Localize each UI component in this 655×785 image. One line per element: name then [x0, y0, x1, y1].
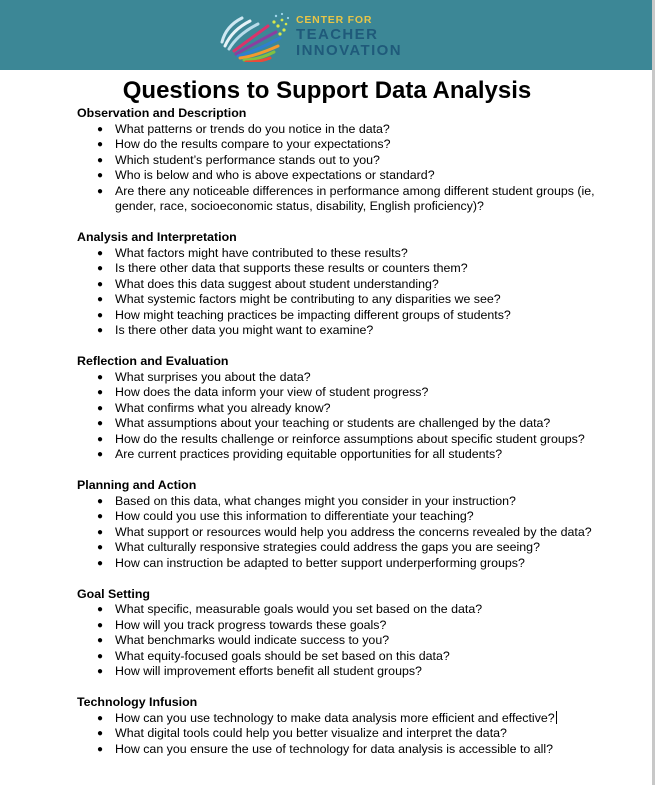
section-heading: Analysis and Interpretation	[77, 230, 237, 244]
question-text[interactable]: What culturally responsive strategies could address the gaps you are seeing?	[115, 540, 540, 554]
question-text[interactable]: How could you use this information to differentiate your teaching?	[115, 509, 474, 523]
bullet-icon: ●	[97, 309, 104, 321]
question-text[interactable]: How can instruction be adapted to better support underperforming groups?	[115, 555, 525, 570]
logo-text-teacher: TEACHER	[296, 25, 379, 43]
list-item	[77, 432, 637, 448]
bullet-icon: ●	[97, 511, 104, 522]
bullet-icon: ●	[97, 619, 104, 631]
list-item	[77, 137, 637, 153]
list-item	[77, 184, 637, 215]
list-item	[77, 618, 637, 634]
question-text[interactable]: What assumptions about your teaching or students are challenged by the data?	[115, 416, 551, 430]
center-for-teacher-innovation-logo	[216, 12, 416, 64]
question-text[interactable]: How will you track progress towards these goals?	[115, 617, 387, 632]
bullet-icon: ●	[97, 526, 104, 538]
question-text[interactable]: What equity-focused goals should be set based on this data?	[115, 648, 450, 663]
list-item	[77, 122, 637, 138]
list-item	[77, 401, 637, 417]
list-item	[77, 556, 637, 572]
question-text[interactable]: How might teaching practices be impacting different groups of students?	[115, 307, 511, 322]
list-item	[77, 168, 637, 184]
section-heading: Goal Setting	[77, 586, 150, 601]
question-text[interactable]: Based on this data, what changes might you consider in your instruction?	[115, 493, 516, 508]
section-heading: Technology Infusion	[77, 695, 198, 709]
bullet-icon: ●	[97, 666, 104, 677]
list-item	[77, 726, 637, 742]
list-item	[77, 711, 637, 727]
list-item	[77, 370, 637, 386]
question-text[interactable]: Is there other data that supports these results or counters them?	[115, 261, 468, 275]
logo-text-innovation: INNOVATION	[296, 41, 402, 59]
bullet-icon: ●	[97, 650, 104, 662]
list-item	[77, 525, 637, 541]
sections-container	[77, 106, 637, 757]
bullet-icon: ●	[97, 123, 104, 135]
question-list	[77, 370, 637, 463]
section-spacer	[77, 339, 637, 355]
bullet-icon: ●	[97, 728, 104, 739]
list-item	[77, 447, 637, 463]
bullet-icon: ●	[97, 433, 104, 445]
list-item	[77, 292, 637, 308]
header-banner	[0, 0, 652, 70]
section	[77, 695, 637, 757]
question-text[interactable]: How can you use technology to make data analysis more efficient and effective?	[115, 710, 555, 725]
bullet-icon: ●	[97, 325, 104, 336]
list-item	[77, 308, 637, 324]
bullet-icon: ●	[97, 557, 104, 569]
section-heading: Reflection and Evaluation	[77, 354, 229, 368]
section	[77, 106, 637, 215]
bullet-icon: ●	[97, 402, 104, 414]
bullet-icon: ●	[97, 712, 104, 724]
question-text[interactable]: Is there other data you might want to examine?	[115, 323, 374, 337]
page-title: Questions to Support Data Analysis	[122, 77, 532, 104]
question-text[interactable]: How can you ensure the use of technology for data analysis is accessible to all?	[115, 741, 554, 756]
section-heading: Planning and Action	[77, 478, 197, 492]
list-item	[77, 246, 637, 262]
list-item	[77, 323, 637, 339]
section-spacer	[77, 463, 637, 479]
question-text[interactable]: What does this data suggest about student understanding?	[115, 276, 439, 291]
section	[77, 587, 637, 680]
question-text[interactable]: What patterns or trends do you notice in the data?	[115, 121, 390, 136]
list-item	[77, 385, 637, 401]
list-item	[77, 509, 637, 525]
bullet-icon: ●	[97, 278, 104, 290]
document-body	[77, 76, 637, 757]
section-spacer	[77, 571, 637, 587]
list-item	[77, 742, 637, 758]
question-text[interactable]: What confirms what you already know?	[115, 400, 331, 415]
bullet-icon: ●	[97, 139, 104, 150]
question-text[interactable]: Are current practices providing equitable opportunities for all students?	[115, 447, 503, 461]
list-item	[77, 633, 637, 649]
question-text[interactable]: What systemic factors might be contributing to any disparities we see?	[115, 292, 501, 306]
question-text[interactable]: Who is below and who is above expectations or standard?	[115, 168, 435, 182]
bullet-icon: ●	[97, 495, 104, 507]
question-list	[77, 122, 637, 215]
question-text[interactable]: How will improvement efforts benefit all student groups?	[115, 664, 422, 678]
bullet-icon: ●	[97, 185, 104, 197]
bullet-icon: ●	[97, 170, 104, 181]
list-item	[77, 540, 637, 556]
bullet-icon: ●	[97, 418, 104, 429]
question-list	[77, 602, 637, 680]
section-spacer	[77, 680, 637, 696]
list-item	[77, 664, 637, 680]
question-list	[77, 246, 637, 339]
logo-text-center-for: CENTER FOR	[296, 14, 373, 26]
question-text[interactable]: What support or resources would help you address the concerns revealed by the data?	[115, 524, 592, 539]
bullet-icon: ●	[97, 247, 104, 259]
bullet-icon: ●	[97, 371, 104, 383]
question-text[interactable]: What specific, measurable goals would you set based on the data?	[115, 602, 483, 616]
bullet-icon: ●	[97, 449, 104, 460]
section	[77, 354, 637, 463]
section	[77, 230, 637, 339]
question-text[interactable]: How do the results compare to your expectations?	[115, 137, 391, 151]
bullet-icon: ●	[97, 263, 104, 274]
list-item	[77, 153, 637, 169]
logo-swoosh-icon	[216, 12, 294, 62]
question-text[interactable]: How does the data inform your view of student progress?	[115, 385, 429, 399]
bullet-icon: ●	[97, 604, 104, 615]
list-item	[77, 494, 637, 510]
question-list	[77, 711, 637, 758]
bullet-icon: ●	[97, 387, 104, 398]
section-spacer	[77, 215, 637, 231]
list-item	[77, 649, 637, 665]
list-item	[77, 261, 637, 277]
bullet-icon: ●	[97, 635, 104, 646]
question-text[interactable]: What factors might have contributed to these results?	[115, 245, 408, 260]
bullet-icon: ●	[97, 743, 104, 755]
question-text[interactable]: How do the results challenge or reinforce assumptions about specific student groups?	[115, 431, 585, 446]
list-item	[77, 416, 637, 432]
bullet-icon: ●	[97, 154, 104, 166]
question-text[interactable]: Are there any noticeable differences in performance among different student groups (ie, gender, race, socioeconomic status, disability, English proficiency)?	[115, 183, 595, 213]
bullet-icon: ●	[97, 294, 104, 305]
list-item	[77, 277, 637, 293]
question-text[interactable]: What surprises you about the data?	[115, 369, 311, 384]
text-cursor	[556, 711, 557, 724]
section-heading: Observation and Description	[77, 106, 247, 120]
section	[77, 478, 637, 571]
list-item	[77, 602, 637, 618]
question-text[interactable]: What digital tools could help you better visualize and interpret the data?	[115, 726, 507, 740]
question-text[interactable]: Which student’s performance stands out to you?	[115, 152, 380, 167]
question-text[interactable]: What benchmarks would indicate success to you?	[115, 633, 390, 647]
question-list	[77, 494, 637, 572]
bullet-icon: ●	[97, 542, 104, 553]
